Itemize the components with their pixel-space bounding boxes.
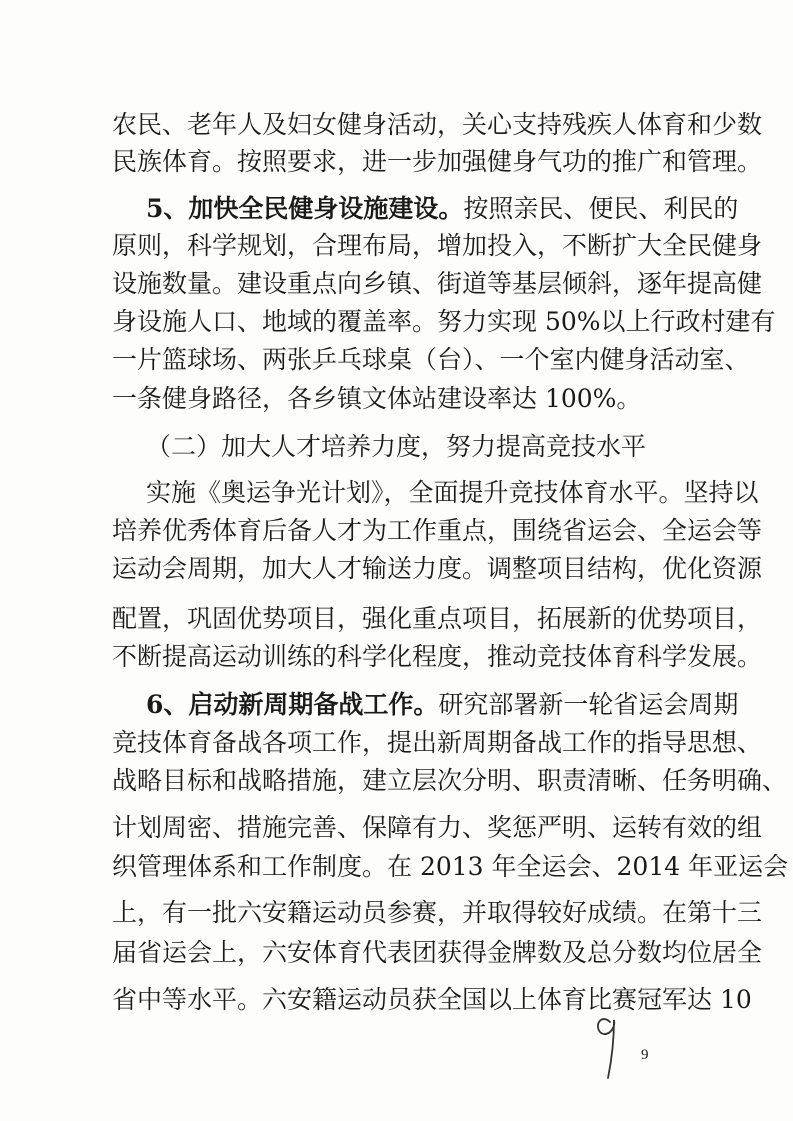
text-line <box>112 229 763 263</box>
line-text: 民族体育。按照要求，进一步加强健身气功的推广和管理。 <box>112 147 763 176</box>
text-line <box>112 343 750 377</box>
line-text: 身设施人口、地域的覆盖率。努力实现 50%以上行政村建有 <box>112 307 776 336</box>
line-text: 培养优秀体育后备人才为工作重点，围绕省运会、全运会等 <box>112 516 763 545</box>
text-line <box>112 896 763 930</box>
subsection-heading <box>146 430 702 464</box>
line-text: 不断提高运动训练的科学化程度，推动竞技体育科学发展。 <box>112 642 763 671</box>
heading-bold-text: 6、启动新周期备战工作。 <box>146 690 439 719</box>
heading-bold-text: 5、加快全民健身设施建设。 <box>146 194 464 223</box>
line-text: 上，有一批六安籍运动员参赛，并取得较好成绩。在第十三 <box>112 898 763 927</box>
line-text: 计划周密、措施完善、保障有力、奖惩严明、运转有效的组 <box>112 813 763 842</box>
line-text: 竞技体育备战各项工作，提出新周期备战工作的指导思想、 <box>112 728 763 757</box>
line-text: 农民、老年人及妇女健身活动，关心支持残疾人体育和少数 <box>112 110 763 139</box>
line-text: 配置，巩固优势项目，强化重点项目，拓展新的优势项目， <box>112 604 763 633</box>
text-line <box>146 476 759 510</box>
line-text: 设施数量。建设重点向乡镇、街道等基层倾斜，逐年提高健 <box>112 269 763 298</box>
line-text: 研究部署新一轮省运会周期 <box>438 690 739 719</box>
line-text: 一条健身路径，各乡镇文体站建设率达 100%。 <box>112 384 642 413</box>
line-text: 一片篮球场、两张乒乓球桌（台）、一个室内健身活动室、 <box>112 345 750 374</box>
text-line <box>112 602 763 636</box>
section-heading-6 <box>146 688 739 722</box>
text-line <box>112 305 776 339</box>
text-line <box>112 552 763 586</box>
text-line <box>112 108 763 142</box>
line-text: 原则，科学规划，合理布局，增加投入，不断扩大全民健身 <box>112 231 763 260</box>
line-text: 实施《奥运争光计划》，全面提升竞技体育水平。坚持以 <box>146 478 759 507</box>
text-line <box>112 726 763 760</box>
line-text: 届省运会上，六安体育代表团获得金牌数及总分数均位居全 <box>112 938 763 967</box>
line-text: 运动会周期，加大人才输送力度。调整项目结构，优化资源 <box>112 554 763 583</box>
text-line <box>112 382 702 416</box>
text-line <box>112 936 763 970</box>
text-line <box>112 764 788 798</box>
line-text: （二）加大人才培养力度，努力提高竞技水平 <box>146 432 647 461</box>
section-heading-5 <box>146 192 739 226</box>
text-line <box>112 850 789 884</box>
line-text: 织管理体系和工作制度。在 2013 年全运会、2014 年亚运会 <box>112 852 789 881</box>
line-text: 战略目标和战略措施，建立层次分明、职责清晰、任务明确、 <box>112 766 788 795</box>
text-line <box>112 514 763 548</box>
text-line <box>112 640 763 674</box>
line-text: 按照亲民、便民、利民的 <box>463 194 739 223</box>
handwritten-mark <box>592 1008 632 1088</box>
text-line <box>112 267 763 301</box>
text-line <box>112 145 763 179</box>
page-number: 9 <box>641 1047 649 1063</box>
line-text: 省中等水平。六安籍运动员获全国以上体育比赛冠军达 10 <box>112 985 752 1014</box>
text-line <box>112 811 763 845</box>
